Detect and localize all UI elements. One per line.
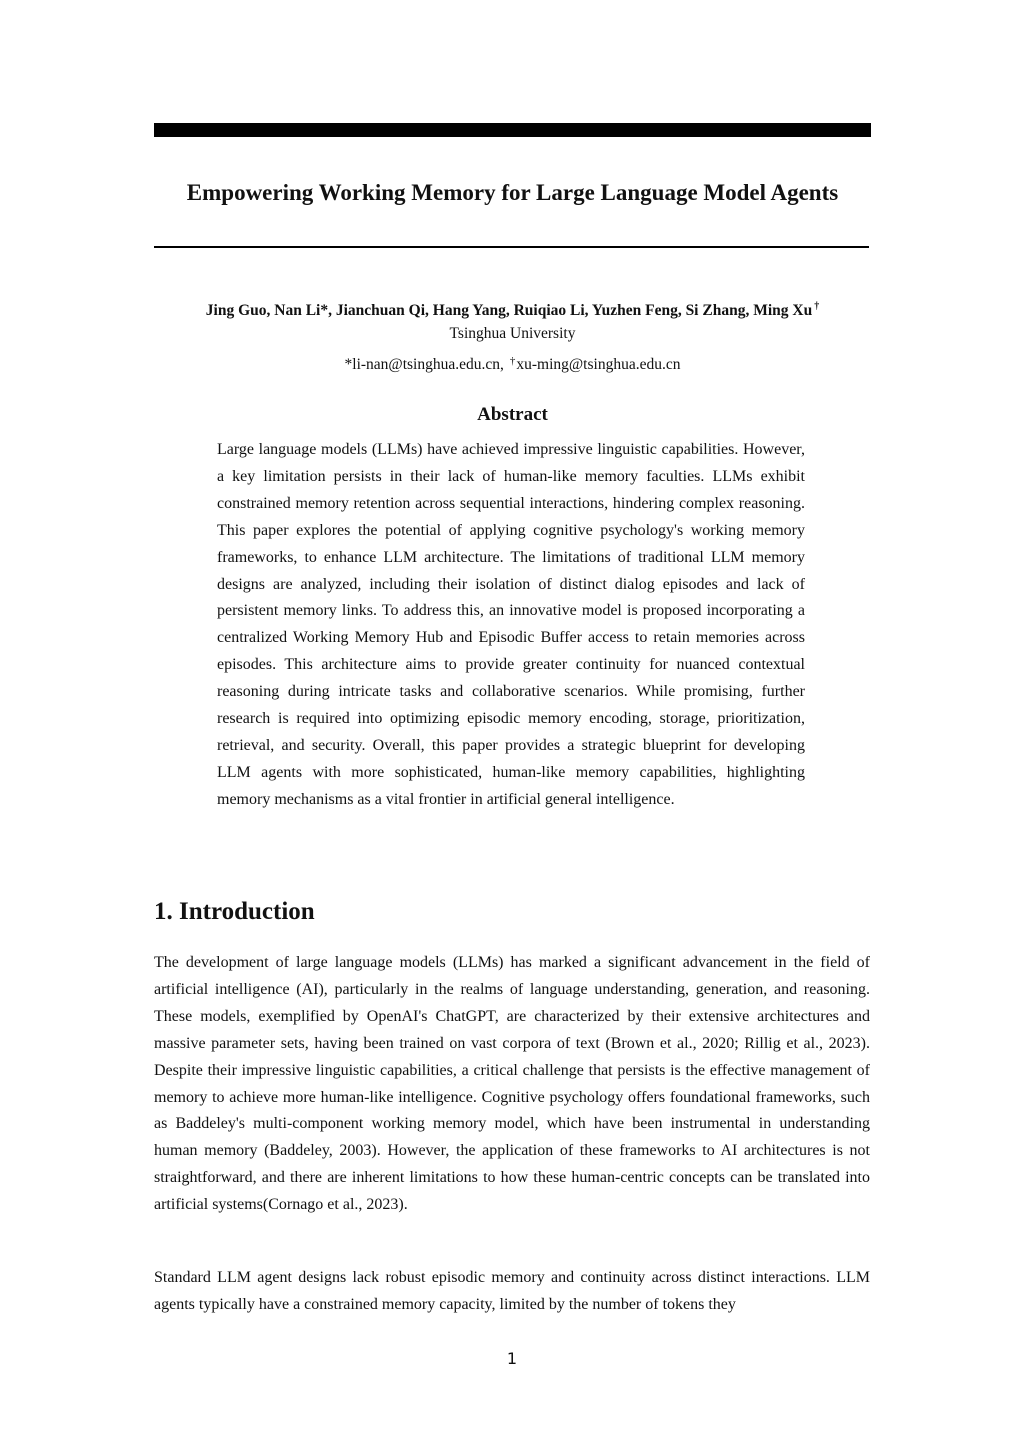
title-rule (154, 246, 869, 248)
header-bar (154, 123, 871, 137)
abstract-text: Large language models (LLMs) have achieved impressive linguistic capabilities. However, a key limitation persists in their lack of human-like memory faculties. LLMs exhibit constrained memory retention across sequential interactions, hindering complex reasoning. This paper explores the potential of applying cognitive psychology's working memory frameworks, to enhance LLM architecture. The limitations of traditional LLM memory designs are analyzed, including their isolation of distinct dialog episodes and lack of persistent memory links. To address this, an innovative model is proposed incorporating a centralized Working Memory Hub and Episodic Buffer access to retain memories across episodes. This architecture aims to provide greater continuity for nuanced contextual reasoning during intricate tasks and collaborative scenarios. While promising, further research is required into optimizing episodic memory encoding, storage, prioritization, retrieval, and security. Overall, this paper provides a strategic blueprint for developing LLM agents with more sophisticated, human-like memory capabilities, highlighting memory mechanisms as a vital frontier in artificial general intelligence. (217, 441, 805, 808)
paper-title: Empowering Working Memory for Large Language Model Agents (186, 180, 839, 205)
author-names: Jing Guo, Nan Li*, Jianchuan Qi, Hang Yang, Ruiqiao Li, Yuzhen Feng, Si Zhang, Ming Xu (205, 302, 813, 319)
author-dagger-mark: † (814, 301, 820, 312)
email-li-nan: *li-nan@tsinghua.edu.cn, (344, 356, 504, 373)
page-number: 1 (506, 1349, 518, 1368)
affiliation: Tsinghua University (449, 325, 576, 342)
introduction-paragraph-1: The development of large language models (LLMs) has marked a significant advancement in the field of artificial intelligence (AI), particularly in the realms of language understanding, generation, and reasoning. These models, exemplified by OpenAI's ChatGPT, are characterized by their extensive architectures and massive parameter sets, having been trained on vast corpora of text (Brown et al., 2020; Rillig et al., 2023). Despite their impressive linguistic capabilities, a critical challenge that persists is the effective management of memory to achieve more human-like intelligence. Cognitive psychology offers foundational frameworks, such as Baddeley's multi-component working memory model, which have been instrumental in understanding human memory (Baddeley, 2003). However, the application of these frameworks to AI architectures is not straightforward, and there are inherent limitations to how these human-centric concepts can be translated into artificial systems(Cornago et al., 2023). (154, 954, 870, 1214)
email-xu-ming: xu-ming@tsinghua.edu.cn (516, 356, 681, 373)
introduction-paragraph-2: Standard LLM agent designs lack robust episodic memory and continuity across distinct interactions. LLM agents typically have a constrained memory capacity, limited by the number of tokens they (154, 1269, 870, 1313)
author-list (154, 296, 871, 322)
introduction-heading: 1. Introduction (154, 898, 315, 925)
abstract-heading: Abstract (477, 404, 548, 425)
contact-emails (154, 350, 871, 376)
email-dagger-mark: † (509, 355, 516, 367)
